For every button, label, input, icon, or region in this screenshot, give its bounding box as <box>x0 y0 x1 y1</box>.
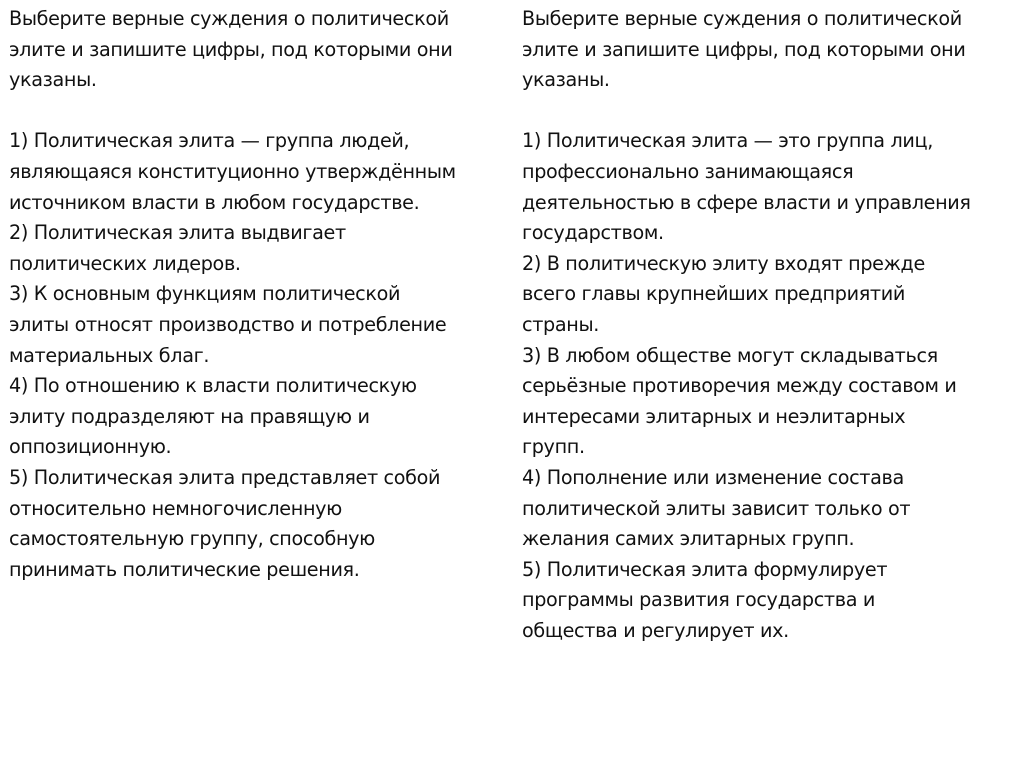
option-line: всего главы крупнейших предприятий <box>522 282 905 306</box>
question-prompt <box>9 4 509 96</box>
option-line: самостоятельную группу, способную <box>9 527 375 551</box>
prompt-line: элите и запишите цифры, под которыми они <box>9 37 453 61</box>
blank-line <box>9 96 509 127</box>
right-question-column <box>522 4 1018 646</box>
prompt-line: указаны. <box>9 68 97 92</box>
blank-line <box>522 96 1018 127</box>
answer-options <box>522 126 1018 646</box>
option-line: являющаяся конституционно утверждённым <box>9 159 456 183</box>
option-line: материальных благ. <box>9 343 210 367</box>
option-line: политической элиты зависит только от <box>522 496 911 520</box>
option-line: источником власти в любом государстве. <box>9 190 420 214</box>
option-line: 1) Политическая элита — это группа лиц, <box>522 129 933 153</box>
option-line: 1) Политическая элита — группа людей, <box>9 129 410 153</box>
option-line: 2) В политическую элиту входят прежде <box>522 251 925 275</box>
option-line: 4) По отношению к власти политическую <box>9 374 417 398</box>
question-prompt <box>522 4 1018 96</box>
prompt-line: элите и запишите цифры, под которыми они <box>522 37 966 61</box>
option-line: программы развития государства и <box>522 588 875 612</box>
option-line: общества и регулирует их. <box>522 618 789 642</box>
option-line: 5) Политическая элита представляет собой <box>9 465 441 489</box>
option-line: 2) Политическая элита выдвигает <box>9 221 346 245</box>
option-line: относительно немногочисленную <box>9 496 342 520</box>
option-line: групп. <box>522 435 585 459</box>
option-line: 4) Пополнение или изменение состава <box>522 465 904 489</box>
option-line: элиту подразделяют на правящую и <box>9 404 370 428</box>
option-line: элиты относят производство и потребление <box>9 312 447 336</box>
option-line: страны. <box>522 312 600 336</box>
prompt-line: указаны. <box>522 68 610 92</box>
option-line: желания самих элитарных групп. <box>522 527 855 551</box>
option-line: принимать политические решения. <box>9 557 360 581</box>
option-line: политических лидеров. <box>9 251 241 275</box>
option-line: 3) В любом обществе могут складываться <box>522 343 938 367</box>
option-line: оппозиционную. <box>9 435 172 459</box>
option-line: государством. <box>522 221 664 245</box>
answer-options <box>9 126 509 585</box>
option-line: деятельностью в сфере власти и управления <box>522 190 971 214</box>
option-line: интересами элитарных и неэлитарных <box>522 404 906 428</box>
prompt-line: Выберите верные суждения о политической <box>9 7 449 30</box>
option-line: серьёзные противоречия между составом и <box>522 374 957 398</box>
left-question-column <box>9 4 509 585</box>
option-line: 5) Политическая элита формулирует <box>522 557 888 581</box>
option-line: профессионально занимающаяся <box>522 159 854 183</box>
prompt-line: Выберите верные суждения о политической <box>522 7 962 30</box>
option-line: 3) К основным функциям политической <box>9 282 401 306</box>
